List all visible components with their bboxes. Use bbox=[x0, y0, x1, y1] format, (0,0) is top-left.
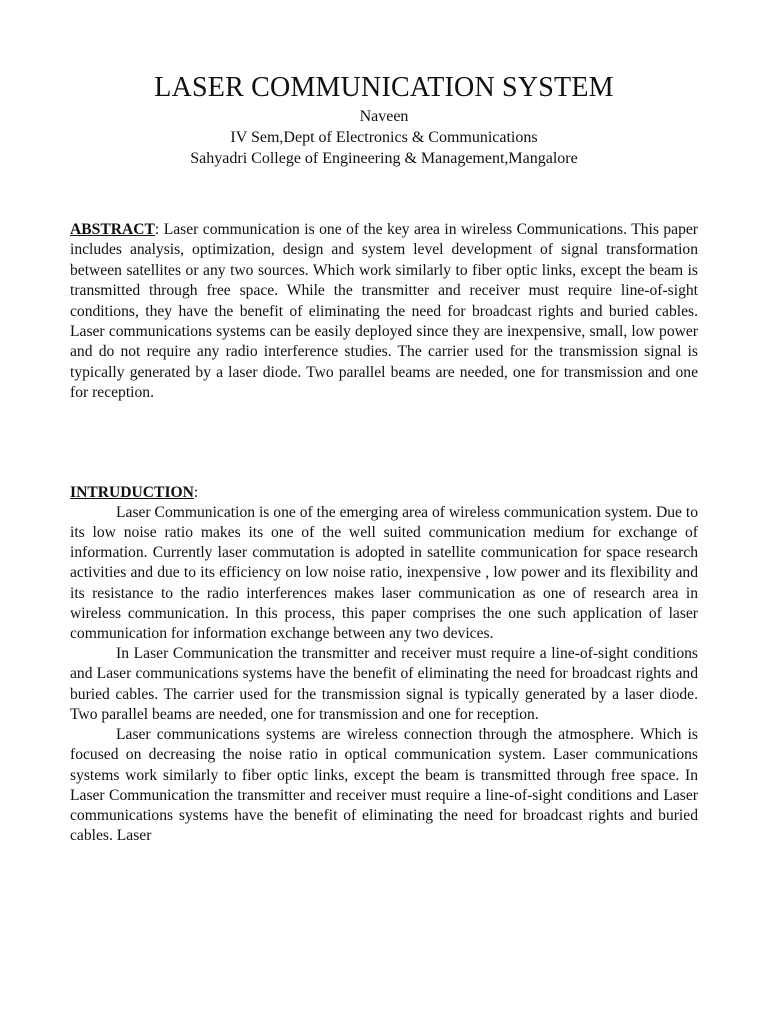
author-name: Naveen bbox=[359, 108, 409, 125]
introduction-paragraph-3: Laser communications systems are wireless connection through the atmosphere. Which is focused on decreasing the noise ratio in optical communication system. Laser communications systems work similarly to fiber optic links, except the beam is transmitted through free space. In Laser Communication the transmitter and receiver must require a line-of-sight conditions and Laser communications systems have the benefit of eliminating the need for broadcast rights and buried cables. Laser bbox=[70, 726, 698, 845]
introduction-heading: INTRUDUCTION bbox=[70, 483, 194, 501]
introduction-separator: : bbox=[193, 483, 199, 501]
introduction-paragraph-2: In Laser Communication the transmitter and receiver must require a line-of-sight conditions and Laser communications systems have the benefit of eliminating the need for broadcast rights and buried cables. The carrier used for the transmission signal is typically generated by a laser diode. Two parallel beams are needed, one for transmission and one for reception. bbox=[70, 645, 698, 723]
introduction-section bbox=[70, 483, 698, 847]
paper-title: LASER COMMUNICATION SYSTEM bbox=[154, 72, 614, 103]
abstract-section bbox=[70, 220, 698, 404]
author-department: IV Sem,Dept of Electronics & Communications bbox=[230, 129, 538, 146]
author-institution: Sahyadri College of Engineering & Management,Mangalore bbox=[190, 150, 578, 167]
abstract-text: Laser communication is one of the key area in wireless Communications. This paper includes analysis, optimization, design and system level development of signal transformation between satellites or any two sources. Which work similarly to fiber optic links, except the beam is transmitted through free space. While the transmitter and receiver must require line-of-sight conditions, they have the benefit of eliminating the need for broadcast rights and buried cables. Laser communications systems can be easily deployed since they are inexpensive, small, low power and do not require any radio interference studies. The carrier used for the transmission signal is typically generated by a laser diode. Two parallel beams are needed, one for transmission and one for reception. bbox=[70, 221, 699, 402]
introduction-heading-line bbox=[70, 483, 698, 503]
abstract-heading: ABSTRACT bbox=[70, 221, 155, 238]
abstract-separator: : bbox=[154, 221, 164, 238]
introduction-paragraph-1: Laser Communication is one of the emerging area of wireless communication system. Due to its low noise ratio makes its one of the well suited communication medium for exchange of information. Currently laser commutation is adopted in satellite communication for space research activities and due to its efficiency on low noise ratio, inexpensive , low power and its flexibility and its resistance to the radio interferences makes laser communication as one of research area in wireless communication. In this process, this paper comprises the one such application of laser communication for information exchange between any two devices. bbox=[70, 503, 698, 643]
